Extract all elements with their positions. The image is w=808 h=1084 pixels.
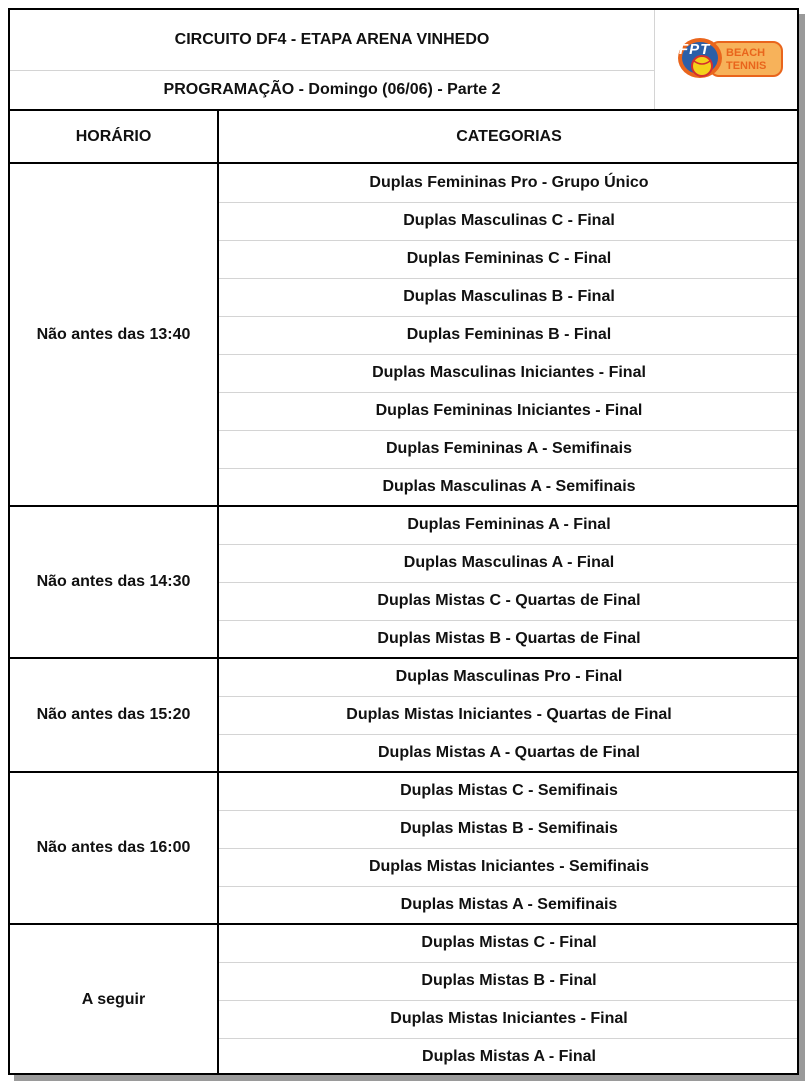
category-item: Duplas Mistas Iniciantes - Semifinais — [368, 858, 650, 875]
category-item: Duplas Mistas A - Semifinais — [400, 896, 618, 913]
category-item: Duplas Mistas Iniciantes - Quartas de Final — [346, 706, 672, 723]
logo-tennis-text: TENNIS — [726, 60, 767, 72]
category-item: Duplas Femininas C - Final — [406, 250, 612, 267]
category-item: Duplas Mistas C - Quartas de Final — [377, 592, 641, 609]
category-item: Duplas Mistas C - Semifinais — [400, 782, 618, 799]
logo-primary-text: FPT — [679, 41, 711, 58]
category-item: Duplas Femininas Iniciantes - Final — [375, 402, 643, 419]
sheet-border — [8, 8, 799, 1075]
time-slot: A seguir — [81, 991, 146, 1008]
category-item: Duplas Mistas C - Final — [421, 934, 597, 951]
category-item: Duplas Femininas B - Final — [406, 326, 612, 343]
category-item: Duplas Femininas A - Semifinais — [386, 440, 632, 457]
category-item: Duplas Femininas Pro - Grupo Único — [369, 174, 649, 191]
time-slot: Não antes das 15:20 — [36, 706, 191, 723]
column-header-categories: CATEGORIAS — [456, 127, 562, 145]
time-slot: Não antes das 13:40 — [36, 326, 191, 343]
category-item: Duplas Masculinas Iniciantes - Final — [372, 364, 646, 381]
category-item: Duplas Mistas B - Semifinais — [400, 820, 618, 837]
category-item: Duplas Femininas A - Final — [407, 516, 611, 533]
category-item: Duplas Mistas Iniciantes - Final — [390, 1010, 628, 1027]
category-item: Duplas Masculinas A - Semifinais — [382, 478, 636, 495]
category-item: Duplas Mistas A - Final — [422, 1048, 596, 1065]
logo-beach-text: BEACH — [726, 47, 766, 59]
event-title: CIRCUITO DF4 - ETAPA ARENA VINHEDO — [174, 31, 490, 48]
column-header-time: HORÁRIO — [75, 127, 152, 145]
category-item: Duplas Masculinas B - Final — [403, 288, 615, 305]
category-item: Duplas Mistas B - Final — [421, 972, 597, 989]
category-item: Duplas Masculinas C - Final — [403, 212, 615, 229]
category-item: Duplas Masculinas Pro - Final — [395, 668, 623, 685]
schedule-subtitle: PROGRAMAÇÃO - Domingo (06/06) - Parte 2 — [163, 81, 501, 98]
category-item: Duplas Mistas A - Quartas de Final — [378, 744, 640, 761]
time-slot: Não antes das 14:30 — [36, 573, 191, 590]
time-slot: Não antes das 16:00 — [36, 839, 191, 856]
category-item: Duplas Mistas B - Quartas de Final — [377, 630, 641, 647]
category-item: Duplas Masculinas A - Final — [403, 554, 615, 571]
